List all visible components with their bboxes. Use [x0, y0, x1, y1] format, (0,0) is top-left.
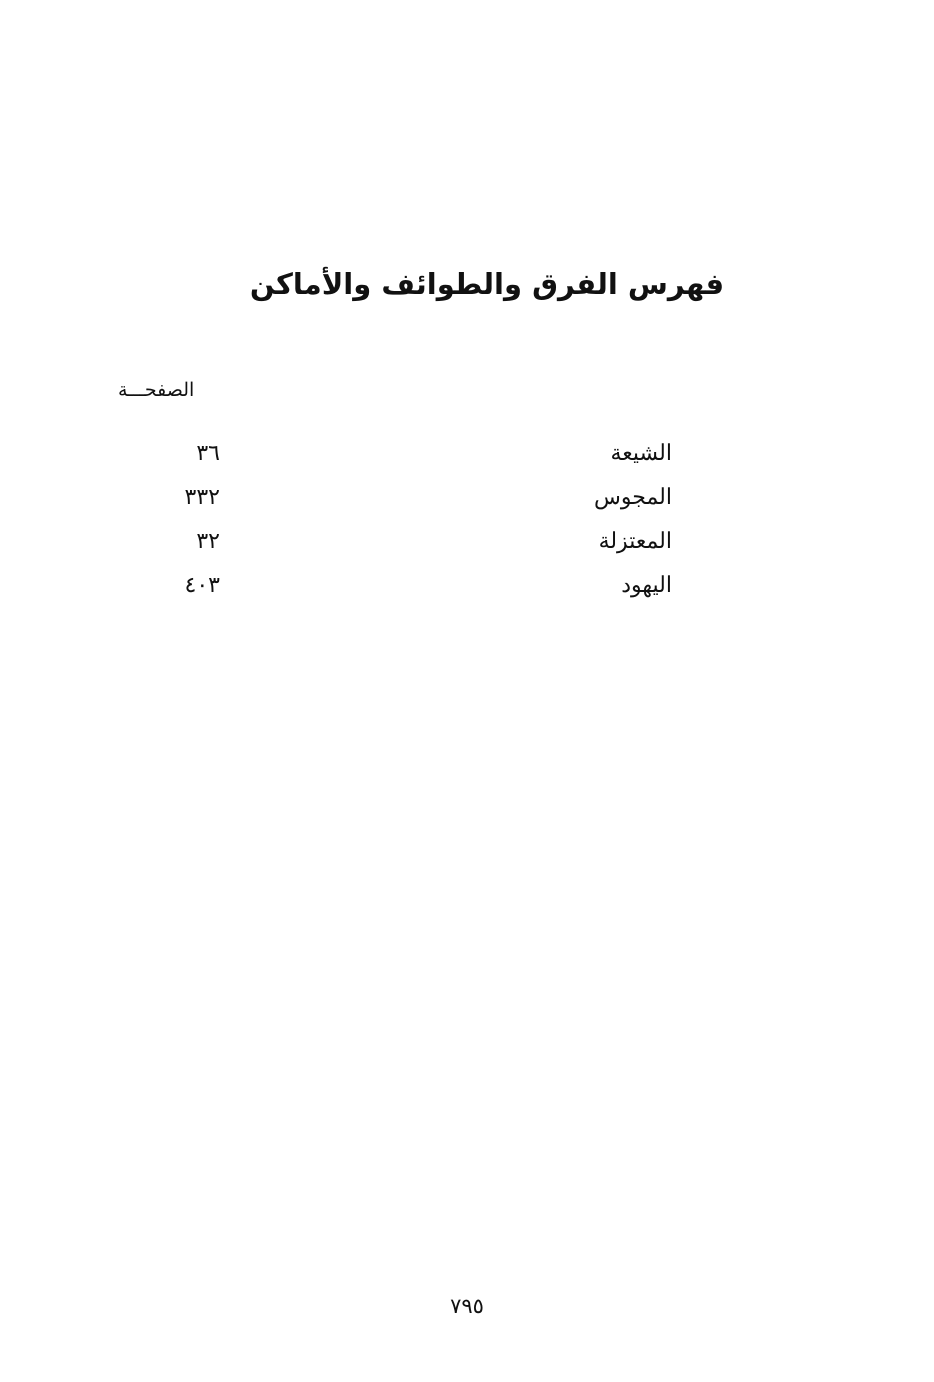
entry-name: الشيعة [610, 441, 672, 466]
entry-name: المعتزلة [598, 529, 672, 554]
index-title [0, 258, 934, 310]
page-folio-number: ٧٩٥ [450, 1294, 484, 1318]
index-entry [160, 478, 680, 522]
entry-page-number: ٤٠٣ [184, 573, 220, 598]
entry-page-number: ٣٦ [196, 441, 220, 466]
entry-name: المجوس [594, 485, 672, 510]
entry-page-number: ٣٣٢ [184, 485, 220, 510]
index-entries-list [160, 434, 680, 610]
index-title-text: فهرس الفرق والطوائف والأماكن [249, 267, 725, 301]
entry-page-number: ٣٢ [196, 529, 220, 554]
entry-name: اليهود [621, 573, 672, 598]
index-entry [160, 434, 680, 478]
index-entry [160, 566, 680, 610]
page-column-label: الصفحـــة [118, 379, 195, 401]
index-entry [160, 522, 680, 566]
